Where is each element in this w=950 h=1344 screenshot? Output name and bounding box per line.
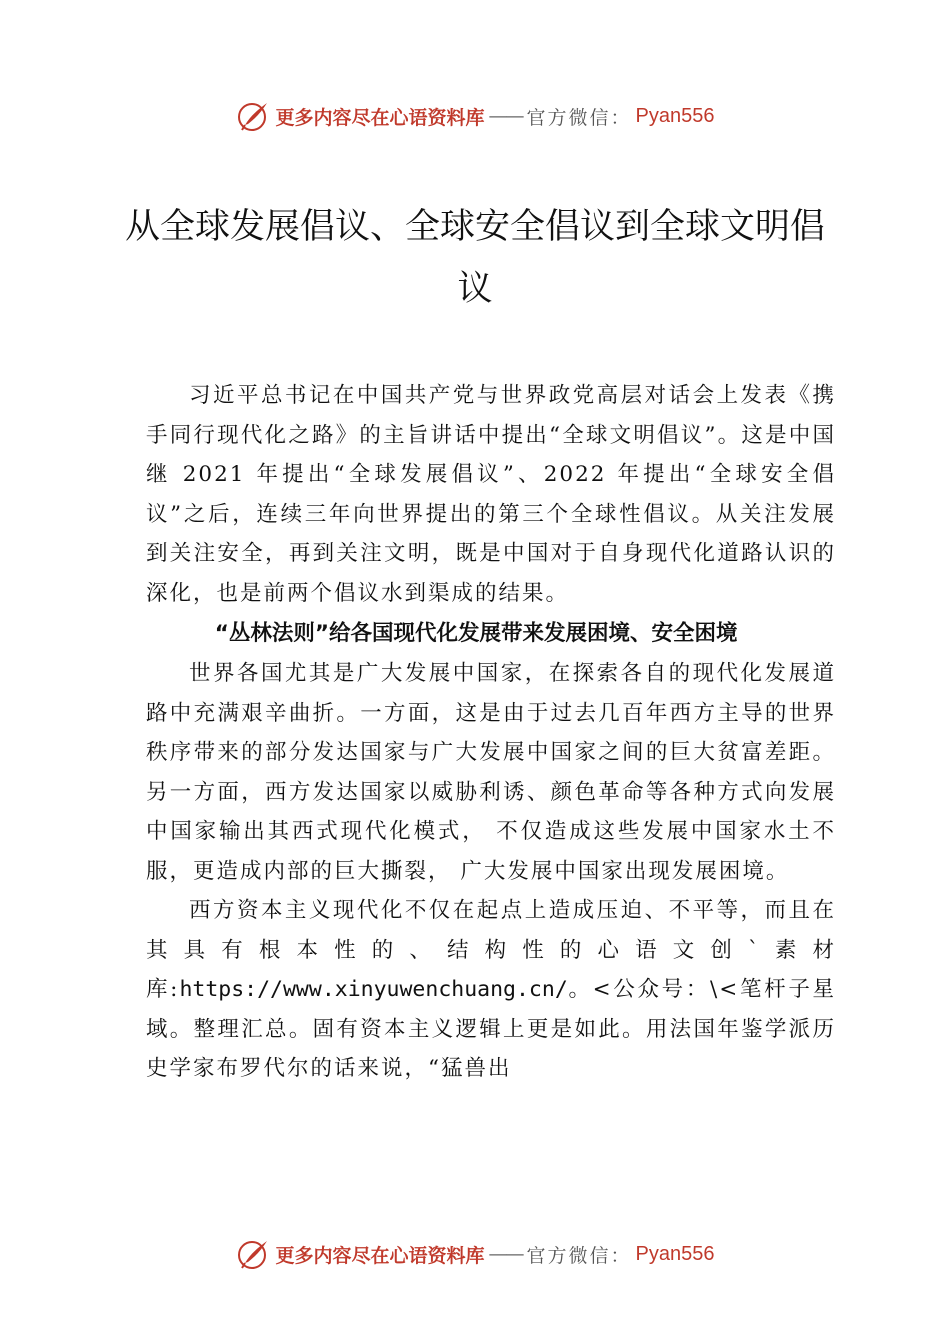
banner-wechat-id: Pyan556 bbox=[635, 104, 715, 127]
paragraph: 习近平总书记在中国共产党与世界政党高层对话会上发表《携手同行现代化之路》的主旨讲话中提出“全球文明倡议”。这是中国继 2021 年提出“全球发展倡议”、2022 年提出“全球安全倡议”之后，连续三年向世界提出的第三个全球性倡议。从关注发展到关注安全，再到关注文明，既是中国对于自身现代化道路认识的深化，也是前两个倡议水到渠成的结果。 bbox=[146, 383, 836, 606]
banner-wechat-label: 官方微信： bbox=[526, 1244, 632, 1267]
banner-brand-text: 更多内容尽在心语资料库 bbox=[275, 106, 485, 129]
header-banner bbox=[0, 96, 950, 136]
paragraph: 世界各国尤其是广大发展中国家，在探索各自的现代化发展道路中充满艰辛曲折。一方面，这是由于过去几百年西方主导的世界秩序带来的部分发达国家与广大发展中国家之间的巨大贫富差距。另一方面，西方发达国家以威胁利诱、颜色革命等各种方式向发展中国家输出其西式现代化模式， 不仅造成这些发展中国家水土不服，更造成内部的巨大撕裂， 广大发展中国家出现发展困境。 bbox=[146, 661, 836, 884]
paragraph-text: 。<公众号：\<笔杆子星域。整理汇总。固有资本主义逻辑上更是如此。用法国年鉴学派历史学家布罗代尔的话来说，“猛兽出 bbox=[146, 977, 837, 1081]
paragraph-text: 西方资本主义现代化不仅在起点上造成压迫、不平等，而且在其具有根本性的、结构性的心语文创`素材库: bbox=[146, 898, 836, 1002]
banner-wechat-label: 官方微信： bbox=[526, 106, 632, 129]
paragraph bbox=[146, 891, 836, 1089]
source-url: https://www.xinyuwenchuang.cn/ bbox=[179, 977, 568, 1002]
banner-wechat-id: Pyan556 bbox=[635, 1242, 715, 1265]
document-body bbox=[146, 376, 836, 1089]
document-title: 从全球发展倡议、全球安全倡议到全球文明倡议 bbox=[124, 207, 825, 309]
quill-pen-logo-icon bbox=[236, 99, 270, 133]
banner-brand-text: 更多内容尽在心语资料库 bbox=[275, 1244, 485, 1267]
banner-dash: —— bbox=[488, 1243, 523, 1265]
footer-banner bbox=[0, 1234, 950, 1274]
quill-pen-logo-icon bbox=[236, 1237, 270, 1271]
banner-dash: —— bbox=[488, 105, 523, 127]
section-heading: “丛林法则”给各国现代化发展带来发展困境、安全困境 bbox=[214, 621, 738, 646]
